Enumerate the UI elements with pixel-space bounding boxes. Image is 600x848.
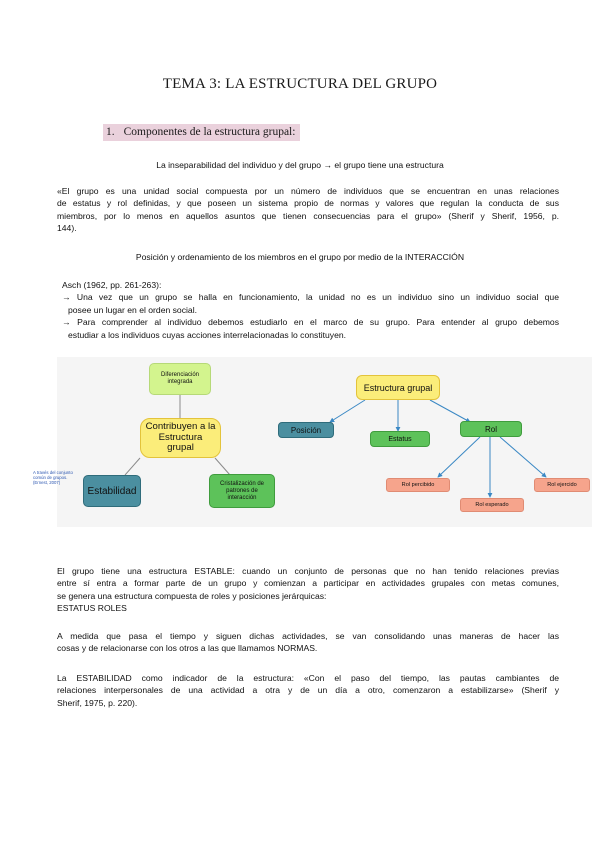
connector-line [125, 458, 140, 475]
cristalizacion-box: Cristalización de patrones de interacción [209, 474, 275, 508]
arrow-to-rol [430, 400, 470, 422]
arrow-to-rol-ejercido [500, 437, 546, 477]
position-heading: Posición y ordenamiento de los miembros en el grupo por medio de la INTERACCIÓN [135, 252, 465, 262]
asch-line: estudiar a los individuos cuyas acciones interrelacionadas lo constituyen. [68, 329, 347, 340]
asch-line: posee un lugar en el orden social. [68, 304, 197, 315]
estabilidad-line: Sherif, 1975, p. 220). [57, 697, 138, 708]
posicion-box: Posición [278, 422, 334, 438]
rol-esperado-box: Rol esperado [460, 498, 524, 512]
estabilidad-line: relaciones interpersonales de una actividad a otra y de un día a otro, comenzaron a estabilizarse» (Sherif y [57, 685, 559, 696]
rol-percibido-box: Rol percibido [386, 478, 450, 492]
estable-line: se genera una estructura compuesta de roles y posiciones jerárquicas: [57, 590, 327, 601]
asch-line: → Para comprender al individuo debemos estudiarlo en el marco de su grupo. Para entender al grupo debemos [62, 317, 559, 328]
normas-line: cosas y de relacionarse con los otros a las que llamamos NORMAS. [57, 643, 318, 654]
diferenciacion-box: Diferenciación integrada [149, 363, 211, 395]
normas-paragraph [57, 630, 559, 655]
estable-line: ESTATUS ROLES [57, 603, 127, 614]
arrow-to-rol-percibido [438, 437, 480, 477]
estructura-grupal-box: Estructura grupal [356, 375, 440, 400]
rol-box: Rol [460, 421, 522, 437]
asch-line: → Una vez que un grupo se halla en funcionamiento, la unidad no es un individuo sino un individuo social que [62, 292, 559, 303]
page-title: TEMA 3: LA ESTRUCTURA DEL GRUPO [162, 76, 438, 92]
quote-line: «El grupo es una unidad social compuesta por un número de individuos que se encuentran en unas relaciones [57, 186, 559, 196]
rol-ejercido-box: Rol ejercido [534, 478, 590, 492]
estabilidad-box: Estabilidad [83, 475, 141, 507]
estabilidad-line: La ESTABILIDAD como indicador de la estructura: «Con el paso del tiempo, las pautas cambiantes de [57, 673, 559, 683]
estabilidad-paragraph [57, 672, 559, 709]
connector-line [215, 458, 230, 475]
section-label: Componentes de la estructura grupal: [123, 126, 296, 138]
quote-line: de estatus y rol definidas, y que poseen un sistema propio de normas y valores que regulan la conducta de sus [57, 198, 559, 209]
quote-line: miembros, por lo menos en aquellos asuntos que tienen consecuencias para el grupo» (Sherif y Sherif, 1956, p. [57, 210, 559, 221]
asch-citation: Asch (1962, pp. 261-263): [62, 280, 162, 290]
arrow-to-posicion [330, 400, 365, 422]
quote-line: 144). [57, 223, 77, 234]
estatus-box: Estatus [370, 431, 430, 447]
estable-line: El grupo tiene una estructura ESTABLE: cuando un conjunto de personas que no han tenido relaciones previas [57, 566, 559, 576]
side-note: A través del conjunto común de grupos. (Ernest, 2007) [33, 470, 73, 486]
estable-line: entre sí entra a formar parte de un grupo y comienzan a participar en actividades grupales con metas comunes, [57, 578, 559, 589]
normas-line: A medida que pasa el tiempo y siguen dichas actividades, se van consolidando unas maneras de hacer las [57, 631, 559, 641]
subtitle: La inseparabilidad del individuo y del grupo → el grupo tiene una estructura [156, 160, 444, 170]
section-number: 1. [106, 126, 115, 138]
estable-paragraph [57, 565, 559, 615]
contribuyen-center-box: Contribuyen a la Estructura grupal [140, 418, 221, 458]
